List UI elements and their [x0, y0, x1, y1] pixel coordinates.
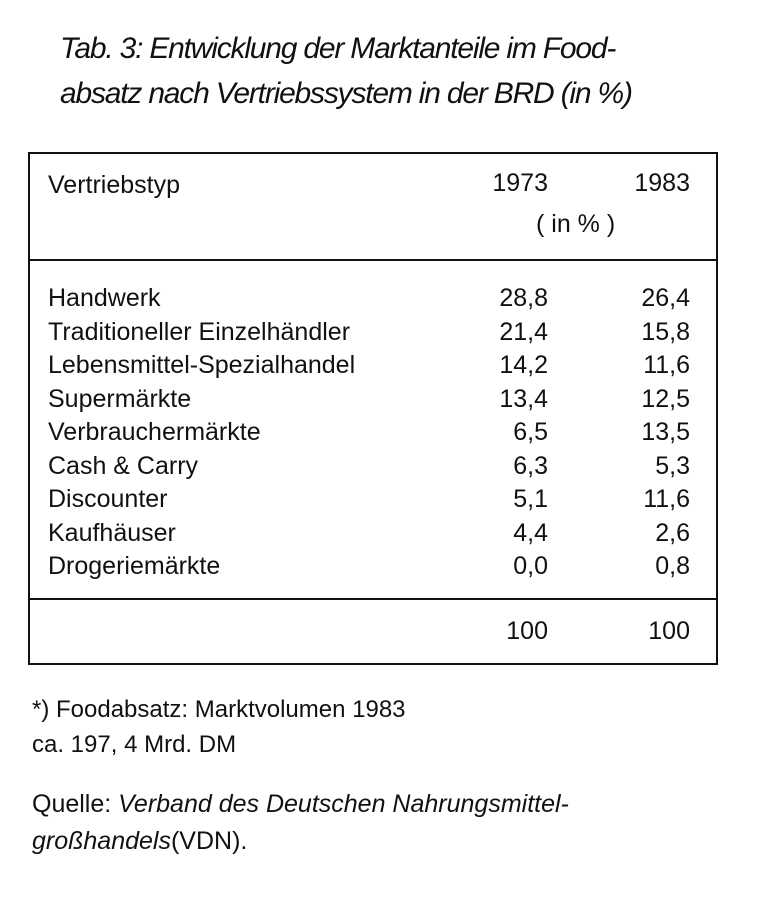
total-divider: [30, 598, 716, 600]
row-value-1983: 0,8: [655, 552, 690, 580]
footnote-line-1: *) Foodabsatz: Marktvolumen 1983: [32, 696, 406, 723]
source-suffix: (VDN).: [170, 827, 248, 855]
row-value-1973: 14,2: [499, 351, 548, 379]
row-label: Drogeriemärkte: [48, 552, 221, 580]
row-value-1973: 0,0: [513, 552, 548, 580]
row-value-1983: 12,5: [641, 384, 690, 413]
total-1983: 100: [648, 617, 690, 645]
row-label: Cash & Carry: [48, 451, 199, 480]
title-line-1: Tab. 3: Entwicklung der Marktanteile im Food-: [60, 32, 616, 65]
row-value-1983: 15,8: [641, 317, 690, 346]
source-name-part-1: Verband des Deutschen Nahrungsmittel-: [118, 790, 569, 818]
header-vertriebstyp: Vertriebstyp: [48, 171, 181, 199]
row-value-1973: 6,3: [513, 451, 548, 480]
header-divider: [30, 259, 716, 261]
row-value-1973: 13,4: [499, 384, 548, 413]
row-label: Kaufhäuser: [48, 518, 176, 547]
source-name-part-2: großhandels: [32, 827, 171, 855]
row-label: Lebensmittel-Spezialhandel: [48, 351, 356, 379]
source-prefix: Quelle:: [32, 790, 112, 818]
footnote-line-2: ca. 197, 4 Mrd. DM: [32, 731, 237, 758]
market-share-table: [28, 152, 718, 665]
header-1973: 1973: [492, 169, 548, 197]
row-label: Handwerk: [48, 284, 161, 312]
row-value-1983: 11,6: [643, 351, 690, 379]
row-value-1973: 6,5: [513, 418, 548, 446]
row-value-1983: 11,6: [643, 485, 690, 513]
title-line-2: absatz nach Vertriebssystem in der BRD (in %): [60, 77, 632, 110]
row-label: Traditioneller Einzelhändler: [48, 317, 351, 346]
row-value-1973: 21,4: [499, 317, 548, 346]
header-1983: 1983: [634, 169, 690, 197]
source-note: [32, 786, 732, 860]
total-1973: 100: [506, 617, 548, 645]
row-value-1983: 13,5: [641, 418, 690, 446]
row-label: Discounter: [48, 485, 168, 513]
row-value-1973: 28,8: [499, 284, 548, 312]
row-value-1983: 5,3: [655, 451, 690, 480]
row-value-1983: 26,4: [641, 284, 690, 312]
table-title: [60, 26, 720, 116]
row-label: Supermärkte: [48, 384, 192, 413]
row-label: Verbrauchermärkte: [48, 418, 261, 446]
header-unit: ( in % ): [536, 210, 616, 238]
row-value-1973: 4,4: [513, 518, 548, 547]
row-value-1983: 2,6: [655, 518, 690, 547]
row-value-1973: 5,1: [513, 485, 548, 513]
